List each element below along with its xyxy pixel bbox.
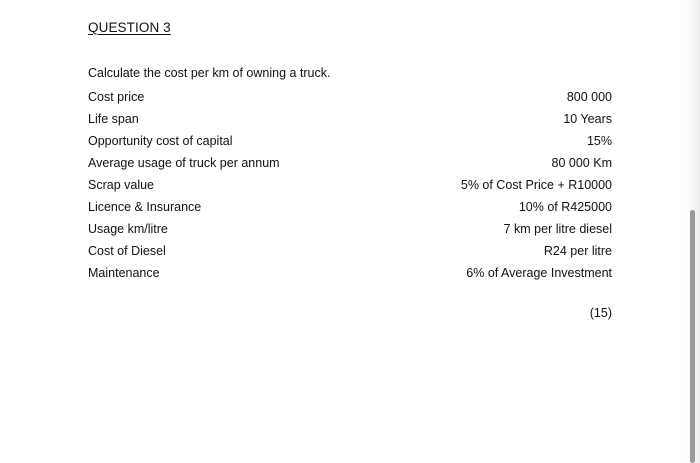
list-item	[88, 86, 612, 108]
item-value: 10 Years	[563, 112, 612, 126]
item-label: Usage km/litre	[88, 222, 168, 236]
item-value: 800 000	[566, 90, 612, 104]
list-item	[88, 262, 612, 284]
question-intro: Calculate the cost per km of owning a truck.	[88, 66, 331, 80]
item-value: 5% of Cost Price + R10000	[460, 178, 612, 192]
list-item	[88, 174, 612, 196]
item-value: 7 km per litre diesel	[503, 222, 612, 236]
list-item	[88, 196, 612, 218]
list-item	[88, 240, 612, 262]
item-label: Licence & Insurance	[88, 200, 202, 214]
item-label: Cost price	[88, 90, 145, 104]
marks-allocation: (15)	[589, 306, 612, 320]
data-list	[88, 86, 612, 284]
list-item	[88, 130, 612, 152]
item-value: 10% of R425000	[518, 200, 612, 214]
item-label: Opportunity cost of capital	[88, 134, 233, 148]
list-item	[88, 108, 612, 130]
item-label: Maintenance	[88, 266, 160, 280]
item-label: Average usage of truck per annum	[88, 156, 280, 170]
question-heading: QUESTION 3	[88, 20, 171, 35]
item-label: Scrap value	[88, 178, 155, 192]
item-value: 6% of Average Investment	[466, 266, 612, 280]
item-value: R24 per litre	[543, 244, 612, 258]
list-item	[88, 218, 612, 240]
item-label: Cost of Diesel	[88, 244, 166, 258]
item-label: Life span	[88, 112, 139, 126]
vertical-scrollbar[interactable]	[690, 210, 695, 463]
list-item	[88, 152, 612, 174]
item-value: 15%	[586, 134, 612, 148]
item-value: 80 000 Km	[551, 156, 612, 170]
